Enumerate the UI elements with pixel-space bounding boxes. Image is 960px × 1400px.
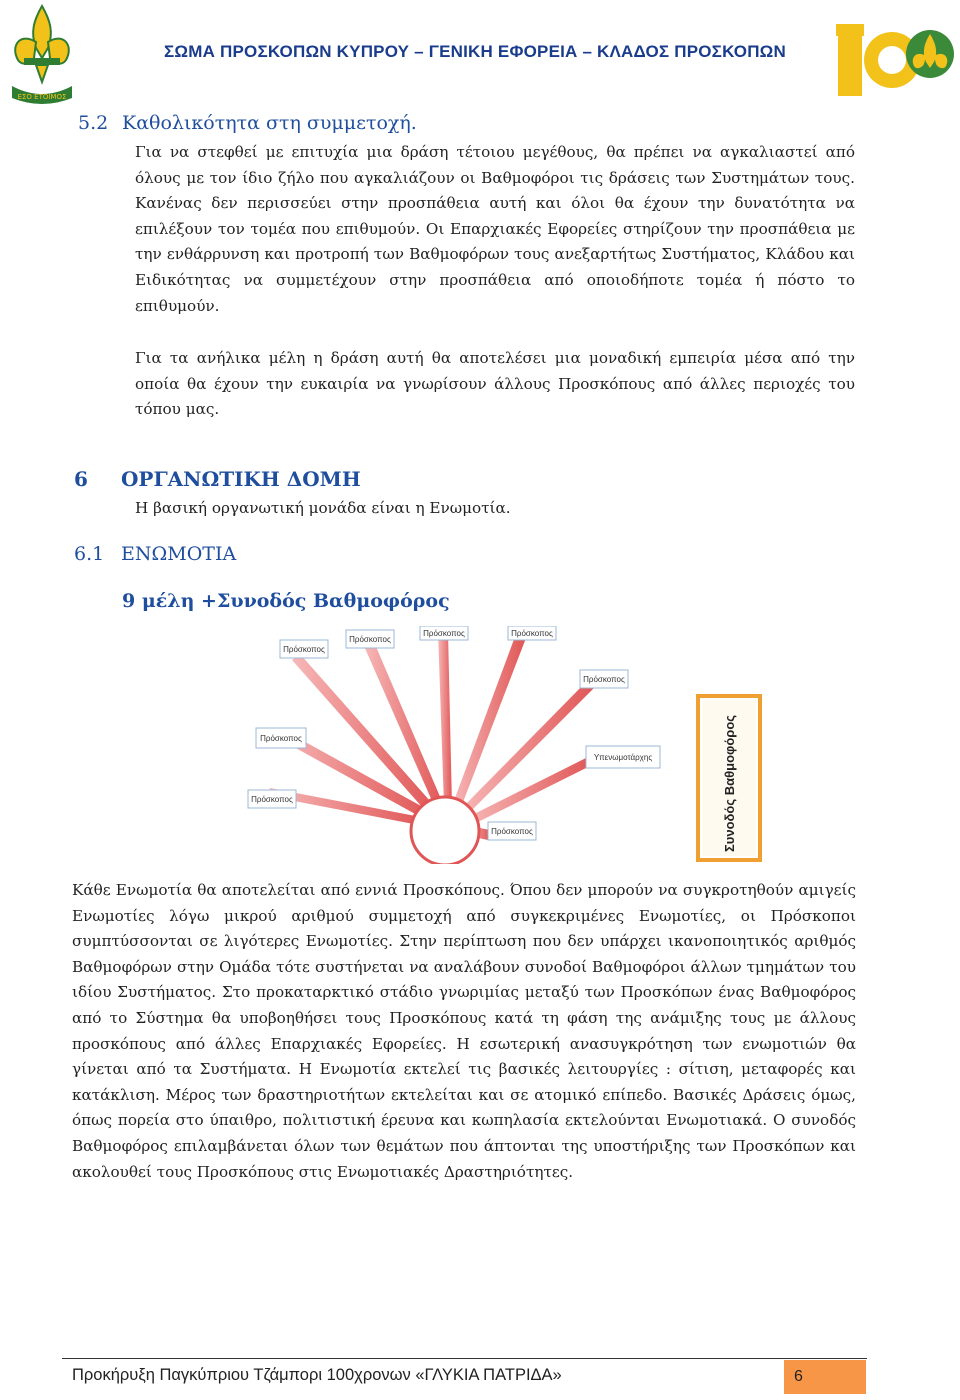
section-6-1-number: 6.1 (74, 543, 105, 565)
section-6-heading (74, 467, 361, 491)
scout-node-3: Πρόσκοπος (423, 629, 465, 638)
section-5-2-title: Καθολικότητα στη συμμετοχή. (122, 112, 417, 134)
section-5-2-paragraph-1: Για να στεφθεί με επιτυχία μια δράση τέτοιου μεγέθους, θα πρέπει να αγκαλιαστεί από όλους με τον ίδιο ζήλο που αγκαλιάζουν οι Βαθμοφόροι τις δράσεις των Συστημάτων τους. Κανένας δεν περισσεύει στην προσπάθεια αυτή και όλοι θα έχουν την δυνατότητα να επιλέξουν τον τομέα που επιθυμούν. Οι Επαρχιακές Εφορείες στηρίζουν την προσπάθεια με την ενθάρρυνση και προτροπή των Βαθμοφόρων τους ανεξαρτήτως Συστήματος, Κλάδου και Ειδικότητας να συμμετέχουν στην προσπάθεια από οποιοδήποτε τομέα ή πόστο το επιθυμούν. (135, 143, 855, 315)
scout-node-2: Πρόσκοπος (349, 635, 391, 644)
scout-node-6: Πρόσκοπος (260, 734, 302, 743)
section-5-2-heading (78, 112, 417, 134)
escort-leader-label: Συνοδός Βαθμοφόρος (722, 714, 737, 852)
scout-node-8: Πρόσκοπος (491, 827, 533, 836)
section-6-title: ΟΡΓΑΝΩΤΙΚΗ ΔΟΜΗ (121, 467, 361, 491)
section-6-1-heading (74, 543, 236, 565)
escort-leader-node (698, 696, 760, 860)
patrol-description-paragraph: Κάθε Ενωμοτία θα αποτελείται από εννιά Προσκόπους. Όπου δεν μπορούν να συγκροτηθούν αμιγείς Ενωμοτίες λόγω μικρού αριθμού συμμετοχή από συγκεκριμένες Ενωμοτίες, οι Πρόσκοποι συμπτύσσονται σε λιγότερες Ενωμοτίες. Στην περίπτωση που δεν υπάρχει ικανοποιητικός αριθμός Βαθμοφόρων στην Ομάδα τότε συστήνεται να αναλάβουν συνοδοί Βαθμοφόροι άλλων τμημάτων του ιδίου Συστήματος. Στο προκαταρκτικό στάδιο γνωριμίας μεταξύ των Προσκόπων ένας Βαθμοφόρος από το Σύστημα θα υποβοηθήσει τους Προσκόπους κατά τη φάση της ανάμιξης τους με άλλους προσκόπους από άλλες Επαρχιακές Εφορείες. Η εσωτερική ανασυγκρότηση των ενωμοτιών θα γίνεται από τα Συστήματα. Η Ενωμοτία εκτελεί τις βασικές λειτουργίες : σίτιση, μεταφορές και κατάκλιση. Μέρος των δραστηριοτήτων εκτελείται και σε ατομικό επίπεδο. Βασικές Δράσεις όμως, όπως πορεία στο ύπαιθρο, πολιτιστική έρευνα και κωπηλασία εκτελούνται Ενωμοτιακά. Ο συνοδός Βαθμοφόρος επιλαμβάνεται όλων των θεμάτων που άπτονται της υποστήριξης των Προσκόπων και ακολουθεί τους Προσκόπους στις Ενωμοτιακές Δραστηριότητες. (72, 881, 856, 1181)
footer-rule (62, 1358, 867, 1359)
scout-node-5: Πρόσκοπος (583, 675, 625, 684)
patrol-leader-node: Υπενωμοτάρχης (593, 753, 653, 762)
section-6-1-subtitle: 9 μέλη +Συνοδός Βαθμοφόρος (122, 590, 450, 612)
section-6-intro: Η βασική οργανωτική μονάδα είναι η Ενωμοτία. (135, 499, 511, 517)
page-header-title: ΣΩΜΑ ΠΡΟΣΚΟΠΩΝ ΚΥΠΡΟΥ – ΓΕΝΙΚΗ ΕΦΟΡΕΙΑ – ΚΛΑΔΟΣ ΠΡΟΣΚΟΠΩΝ (164, 42, 786, 61)
footer-page-number: 6 (784, 1360, 866, 1394)
centenary-number: 100 (883, 13, 901, 23)
patrol-center-circle (411, 797, 479, 864)
footer-text: Προκήρυξη Παγκύπριου Τζάμπορι 100χρονων «ΓΛΥΚΙΑ ΠΑΤΡΙΔΑ» (72, 1366, 562, 1384)
section-6-number: 6 (74, 467, 88, 491)
section-5-2-number: 5.2 (78, 112, 109, 134)
scout-node-7: Πρόσκοπος (251, 795, 293, 804)
patrol-diagram (230, 626, 770, 864)
scout-node-1: Πρόσκοπος (283, 645, 325, 654)
left-logo-motto: ΕΣΟ ΕΤΟΙΜΟΣ (17, 93, 67, 101)
section-5-2-paragraph-2: Για τα ανήλικα μέλη η δράση αυτή θα αποτελέσει μια μοναδική εμπειρία μέσα από την οποία θα έχουν την ευκαιρία να γνωρίσουν άλλους Προσκόπους από άλλες περιοχές του τόπου μας. (135, 349, 855, 419)
section-6-1-title: ΕΝΩΜΟΤΙΑ (121, 543, 237, 565)
scout-node-4: Πρόσκοπος (511, 629, 553, 638)
scout-logo-left (6, 2, 78, 107)
centenary-logo-right (836, 8, 956, 100)
